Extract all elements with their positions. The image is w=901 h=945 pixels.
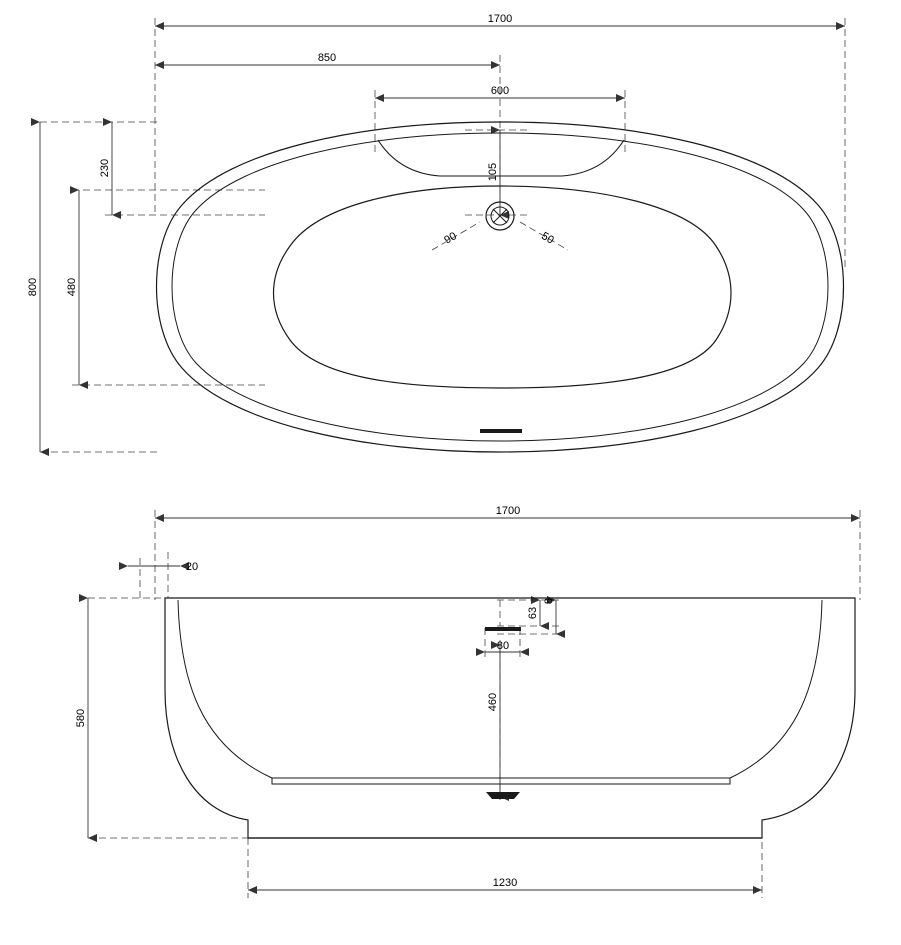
dim-label-front-overflow-thickness-8: 8 (543, 597, 555, 605)
front-view-extension-lines (88, 510, 860, 898)
dim-label-top-edge-offset-230: 230 (99, 158, 111, 178)
overflow-slot-top (480, 429, 522, 433)
dim-label-top-drain-offset-105: 105 (487, 162, 499, 182)
front-view-group (88, 510, 860, 898)
dim-label-front-rim-thickness: 20 (185, 561, 199, 573)
dim-label-top-drain-right-50: 50 (539, 230, 556, 247)
dim-label-front-base-length: 1230 (492, 877, 518, 889)
drain-front (486, 792, 520, 799)
dim-label-top-drain-left-90: 90 (442, 230, 459, 247)
tub-basin-outline-top (274, 186, 732, 388)
dim-label-front-overflow-height: 460 (487, 692, 499, 712)
tub-headrest-curve (378, 140, 624, 176)
overflow-slot-front (485, 627, 521, 631)
dim-label-top-half-length: 850 (317, 52, 337, 64)
dim-label-top-overall-width: 800 (27, 277, 39, 297)
dim-label-top-overall-length: 1700 (487, 13, 513, 25)
dim-label-front-overflow-width-80: 80 (496, 640, 510, 652)
dim-label-top-inner-width-600: 600 (490, 85, 510, 97)
dim-label-top-inner-length-480: 480 (66, 277, 78, 297)
dim-label-front-overflow-top-63: 63 (527, 606, 539, 620)
dim-label-front-overall-length: 1700 (495, 505, 521, 517)
front-view-dimension-lines (88, 518, 860, 890)
dim-label-front-overall-height: 580 (75, 708, 87, 728)
top-view-dimension-lines (40, 26, 845, 452)
